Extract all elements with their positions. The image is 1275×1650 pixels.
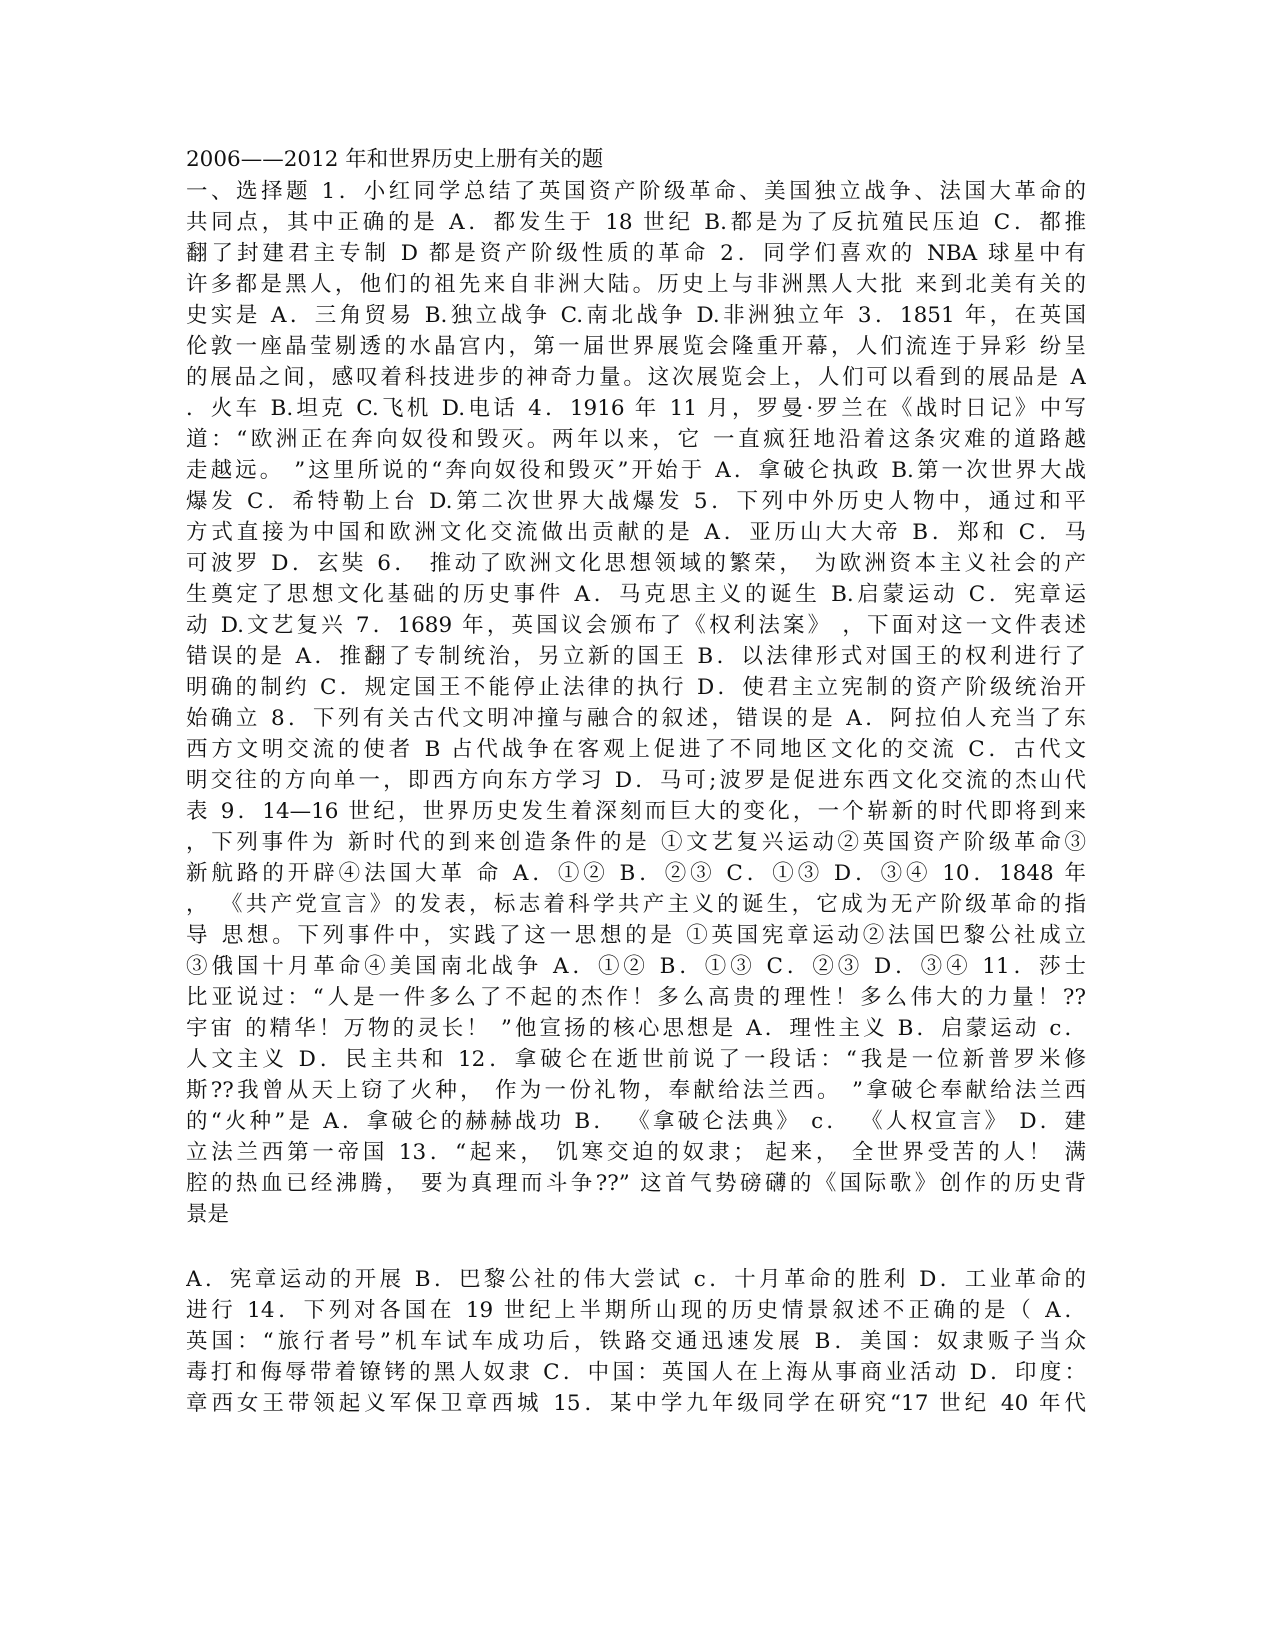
- text-line: ③俄国十月革命④美国南北战争 A．①② B．①③ C．②③ D．③④ 11．莎士: [186, 954, 1086, 979]
- text-line: 斯??我曾从天上窃了火种， 作为一份礼物，奉献给法兰西。 ”拿破仑奉献给法兰西: [186, 1078, 1086, 1103]
- text-line: 表 9．14—16 世纪，世界历史发生着深刻而巨大的变化，一个崭新的时代即将到来: [186, 799, 1086, 824]
- text-line: 翻了封建君主专制 D 都是资产阶级性质的革命 2．同学们喜欢的 NBA 球星中有: [186, 241, 1086, 266]
- text-line: 共同点，其中正确的是 A．都发生于 18 世纪 B.都是为了反抗殖民压迫 C．都推: [186, 210, 1086, 235]
- text-line: ．火车 B.坦克 C.飞机 D.电话 4．1916 年 11 月，罗曼·罗兰在《战时日记》中写: [186, 396, 1086, 421]
- text-line: 史实是 A．三角贸易 B.独立战争 C.南北战争 D.非洲独立年 3．1851 年，在英国: [186, 303, 1086, 328]
- text-line: 走越远。 ”这里所说的“奔向奴役和毁灭”开始于 A．拿破仑执政 B.第一次世界大战: [186, 458, 1086, 483]
- text-line: 一、选择题 1．小红同学总结了英国资产阶级革命、美国独立战争、法国大革命的: [186, 179, 1086, 204]
- text-line: 的展品之间，感叹着科技进步的神奇力量。这次展览会上，人们可以看到的展品是 A: [186, 365, 1086, 390]
- text-line: 明交往的方向单一，即西方向东方学习 D．马可;波罗是促进东西文化交流的杰山代: [186, 768, 1086, 793]
- text-line: 爆发 C．希特勒上台 D.第二次世界大战爆发 5．下列中外历史人物中，通过和平: [186, 489, 1086, 514]
- text-line: 伦敦一座晶莹剔透的水晶宫内，第一届世界展览会隆重开幕，人们流连于异彩 纷呈: [186, 334, 1086, 359]
- text-line: 章西女王带领起义军保卫章西城 15．某中学九年级同学在研究“17 世纪 40 年代: [186, 1391, 1086, 1416]
- text-line: 西方文明交流的使者 B 占代战争在客观上促进了不同地区文化的交流 C．古代文: [186, 737, 1086, 762]
- text-line: 人文主义 D．民主共和 12．拿破仑在逝世前说了一段话：“我是一位新普罗米修: [186, 1047, 1086, 1072]
- text-line: 生奠定了思想文化基础的历史事件 A．马克思主义的诞生 B.启蒙运动 C．宪章运: [186, 582, 1086, 607]
- text-line: 方式直接为中国和欧洲文化交流做出贡献的是 A．亚历山大大帝 B．郑和 C．马: [186, 520, 1086, 545]
- text-line: 比亚说过：“人是一件多么了不起的杰作！多么高贵的理性！多么伟大的力量！??: [186, 985, 1086, 1010]
- text-line: 可波罗 D．玄奘 6． 推动了欧洲文化思想领域的繁荣， 为欧洲资本主义社会的产: [186, 551, 1086, 576]
- text-line: 进行 14．下列对各国在 19 世纪上半期所山现的历史情景叙述不正确的是（ A．: [186, 1298, 1086, 1323]
- text-line: 道：“欧洲正在奔向奴役和毁灭。两年以来，它 一直疯狂地沿着这条灾难的道路越: [186, 427, 1086, 452]
- text-line: 立法兰西第一帝国 13．“起来， 饥寒交迫的奴隶； 起来， 全世界受苦的人！ 满: [186, 1140, 1086, 1165]
- text-line: 明确的制约 C．规定国王不能停止法律的执行 D．使君主立宪制的资产阶级统治开: [186, 675, 1086, 700]
- text-line: 毒打和侮辱带着镣铐的黑人奴隶 C．中国：英国人在上海从事商业活动 D．印度：: [186, 1360, 1086, 1385]
- text-line: ，下列事件为 新时代的到来创造条件的是 ①文艺复兴运动②英国资产阶级革命③: [186, 830, 1086, 855]
- text-line: A．宪章运动的开展 B．巴黎公社的伟大尝试 c．十月革命的胜利 D．工业革命的: [186, 1267, 1086, 1292]
- text-line: 导 思想。下列事件中，实践了这一思想的是 ①英国宪章运动②法国巴黎公社成立: [186, 923, 1086, 948]
- text-line: 动 D.文艺复兴 7．1689 年，英国议会颁布了《权利法案》 ，下面对这一文件表述: [186, 613, 1086, 638]
- text-line: 宇宙 的精华！万物的灵长！ ”他宣扬的核心思想是 A．理性主义 B．启蒙运动 c．: [186, 1016, 1086, 1041]
- text-line: 许多都是黑人，他们的祖先来自非洲大陆。历史上与非洲黑人大批 来到北美有关的: [186, 272, 1086, 297]
- text-line: 英国：“旅行者号”机车试车成功后，铁路交通迅速发展 B．美国：奴隶贩子当众: [186, 1329, 1086, 1354]
- text-line: 新航路的开辟④法国大革 命 A．①② B．②③ C．①③ D．③④ 10．1848 年: [186, 861, 1086, 886]
- text-line: ， 《共产党宣言》的发表，标志着科学共产主义的诞生，它成为无产阶级革命的指: [186, 892, 1086, 917]
- text-line: 腔的热血已经沸腾， 要为真理而斗争??” 这首气势磅礴的《国际歌》创作的历史背: [186, 1171, 1086, 1196]
- document-title: 2006——2012 年和世界历史上册有关的题: [186, 147, 604, 172]
- text-line: 始确立 8．下列有关古代文明冲撞与融合的叙述，错误的是 A．阿拉伯人充当了东: [186, 706, 1086, 731]
- text-line: 的“火种”是 A．拿破仑的赫赫战功 B． 《拿破仑法典》 c． 《人权宣言》 D．建: [186, 1109, 1086, 1134]
- text-line: 错误的是 A．推翻了专制统治，另立新的国王 B．以法律形式对国王的权利进行了: [186, 644, 1086, 669]
- text-line: 景是: [186, 1202, 230, 1227]
